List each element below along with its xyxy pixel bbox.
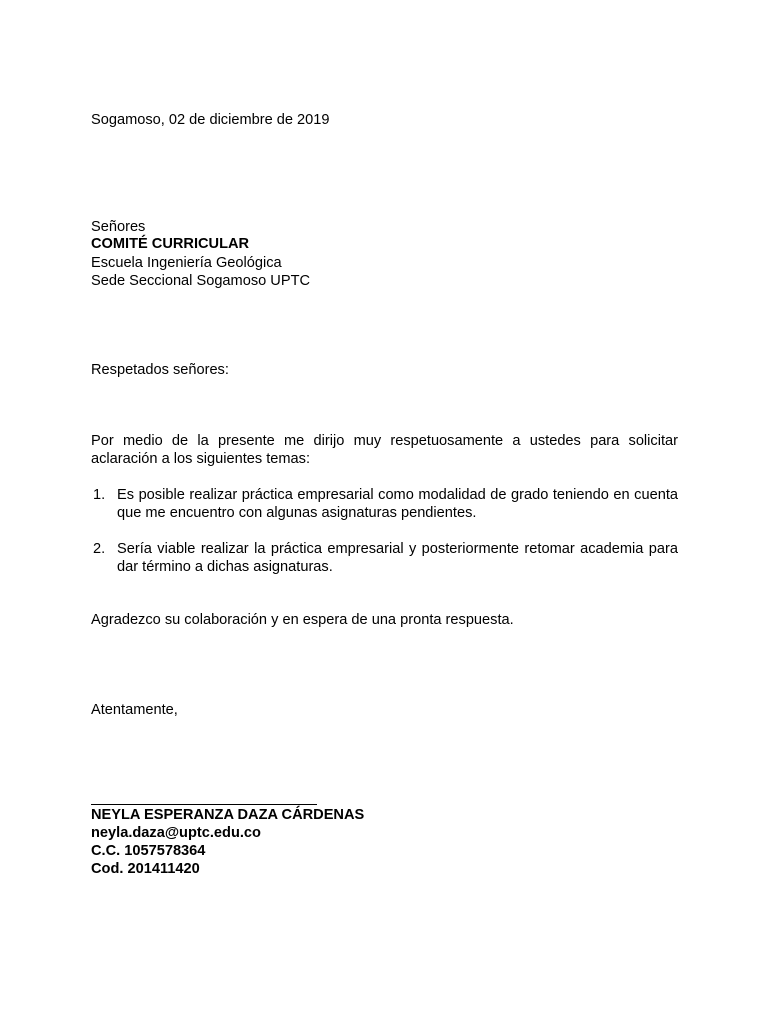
request-list	[91, 486, 678, 522]
request-list-continued	[91, 540, 678, 576]
list-item	[91, 486, 678, 522]
recipient-salutation-line: Señores	[91, 219, 146, 235]
greeting: Respetados señores:	[91, 362, 229, 378]
intro-paragraph: Por medio de la presente me dirijo muy respetuosamente a ustedes para solicitar aclaración a los siguientes temas:	[91, 433, 678, 467]
recipient-school: Escuela Ingeniería Geológica	[91, 255, 282, 271]
recipient-campus: Sede Seccional Sogamoso UPTC	[91, 273, 311, 289]
signature-line	[91, 804, 317, 805]
signer-name: NEYLA ESPERANZA DAZA CÁRDENAS	[91, 807, 365, 823]
recipient-committee: COMITÉ CURRICULAR	[91, 236, 250, 252]
thanks-paragraph: Agradezco su colaboración y en espera de una pronta respuesta.	[91, 612, 514, 628]
list-item-text: Es posible realizar práctica empresarial como modalidad de grado teniendo en cuenta que me encuentro con algunas asignaturas pendientes.	[117, 487, 678, 521]
signer-id: C.C. 1057578364	[91, 843, 206, 859]
list-item-number: 2.	[93, 541, 106, 557]
signer-email: neyla.daza@uptc.edu.co	[91, 825, 261, 841]
list-item-text: Sería viable realizar la práctica empresarial y posteriormente retomar academia para dar término a dichas asignaturas.	[117, 541, 678, 575]
place-date: Sogamoso, 02 de diciembre de 2019	[91, 112, 330, 128]
list-item-number: 1.	[93, 487, 106, 503]
list-item	[91, 540, 678, 576]
signer-code: Cod. 201411420	[91, 861, 200, 877]
closing: Atentamente,	[91, 702, 178, 718]
